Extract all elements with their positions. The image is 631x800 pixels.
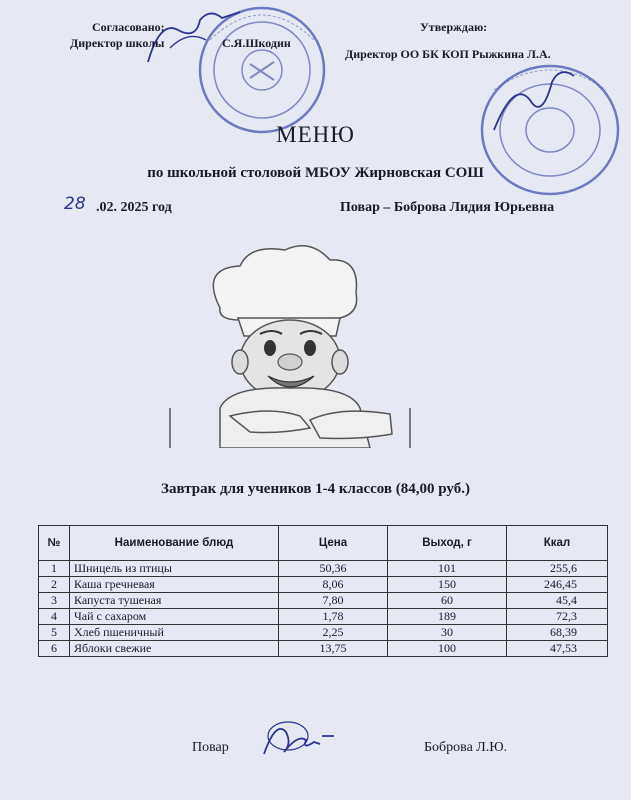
cook-label: Повар – <box>340 200 391 215</box>
table-row <box>39 593 608 609</box>
row-price: 7,80 <box>279 593 388 609</box>
table-row <box>39 625 608 641</box>
row-kcal: 68,39 <box>507 625 608 641</box>
row-num: 6 <box>39 641 70 657</box>
table-row <box>39 577 608 593</box>
row-name: Яблоки свежие <box>70 641 279 657</box>
section-title: Завтрак для учеников 1-4 классов (84,00 руб.) <box>161 481 470 497</box>
approval-right-line: Директор ОО БК КОП Рыжкина Л.А. <box>345 47 551 61</box>
approval-left-title: Согласовано: <box>92 20 165 34</box>
row-num: 2 <box>39 577 70 593</box>
cook-name: Боброва Лидия Юрьевна <box>393 200 555 215</box>
row-name: Каша гречневая <box>70 577 279 593</box>
table-row <box>39 561 608 577</box>
row-num: 5 <box>39 625 70 641</box>
row-num: 4 <box>39 609 70 625</box>
header-name: Наименование блюд <box>70 526 279 561</box>
menu-date: .02. 2025 год <box>96 200 172 215</box>
header-price: Цена <box>279 526 388 561</box>
director-signature-left <box>140 0 250 70</box>
row-kcal: 255,6 <box>507 561 608 577</box>
row-weight: 30 <box>388 625 507 641</box>
row-weight: 189 <box>388 609 507 625</box>
header-num: № <box>39 526 70 561</box>
chef-illustration <box>160 238 420 448</box>
row-name: Чай с сахаром <box>70 609 279 625</box>
approval-right-title: Утверждаю: <box>420 20 488 34</box>
table-row <box>39 641 608 657</box>
row-weight: 100 <box>388 641 507 657</box>
row-weight: 60 <box>388 593 507 609</box>
table-row <box>39 609 608 625</box>
handwritten-day: 28 <box>64 194 86 214</box>
header-weight: Выход, г <box>388 526 507 561</box>
page-subtitle: по школьной столовой МБОУ Жирновская СОШ <box>147 165 484 181</box>
row-name: Капуста тушеная <box>70 593 279 609</box>
row-kcal: 45,4 <box>507 593 608 609</box>
row-kcal: 72,3 <box>507 609 608 625</box>
row-num: 3 <box>39 593 70 609</box>
footer-cook-label: Повар <box>192 740 229 755</box>
row-price: 50,36 <box>279 561 388 577</box>
row-kcal: 47,53 <box>507 641 608 657</box>
row-name: Хлеб пшеничный <box>70 625 279 641</box>
menu-table <box>38 525 608 657</box>
approval-left-role: Директор школы <box>70 36 165 50</box>
approval-left-name: С.Я.Шкодин <box>222 36 291 50</box>
row-weight: 101 <box>388 561 507 577</box>
cook-line <box>340 200 554 216</box>
footer-cook-name: Боброва Л.Ю. <box>424 740 508 755</box>
row-price: 13,75 <box>279 641 388 657</box>
cook-signature <box>258 714 338 762</box>
page-title: МЕНЮ <box>276 122 355 147</box>
row-kcal: 246,45 <box>507 577 608 593</box>
row-price: 2,25 <box>279 625 388 641</box>
row-price: 1,78 <box>279 609 388 625</box>
row-weight: 150 <box>388 577 507 593</box>
table-header-row <box>39 526 608 561</box>
row-name: Шницель из птицы <box>70 561 279 577</box>
row-price: 8,06 <box>279 577 388 593</box>
row-num: 1 <box>39 561 70 577</box>
header-kcal: Ккал <box>507 526 608 561</box>
